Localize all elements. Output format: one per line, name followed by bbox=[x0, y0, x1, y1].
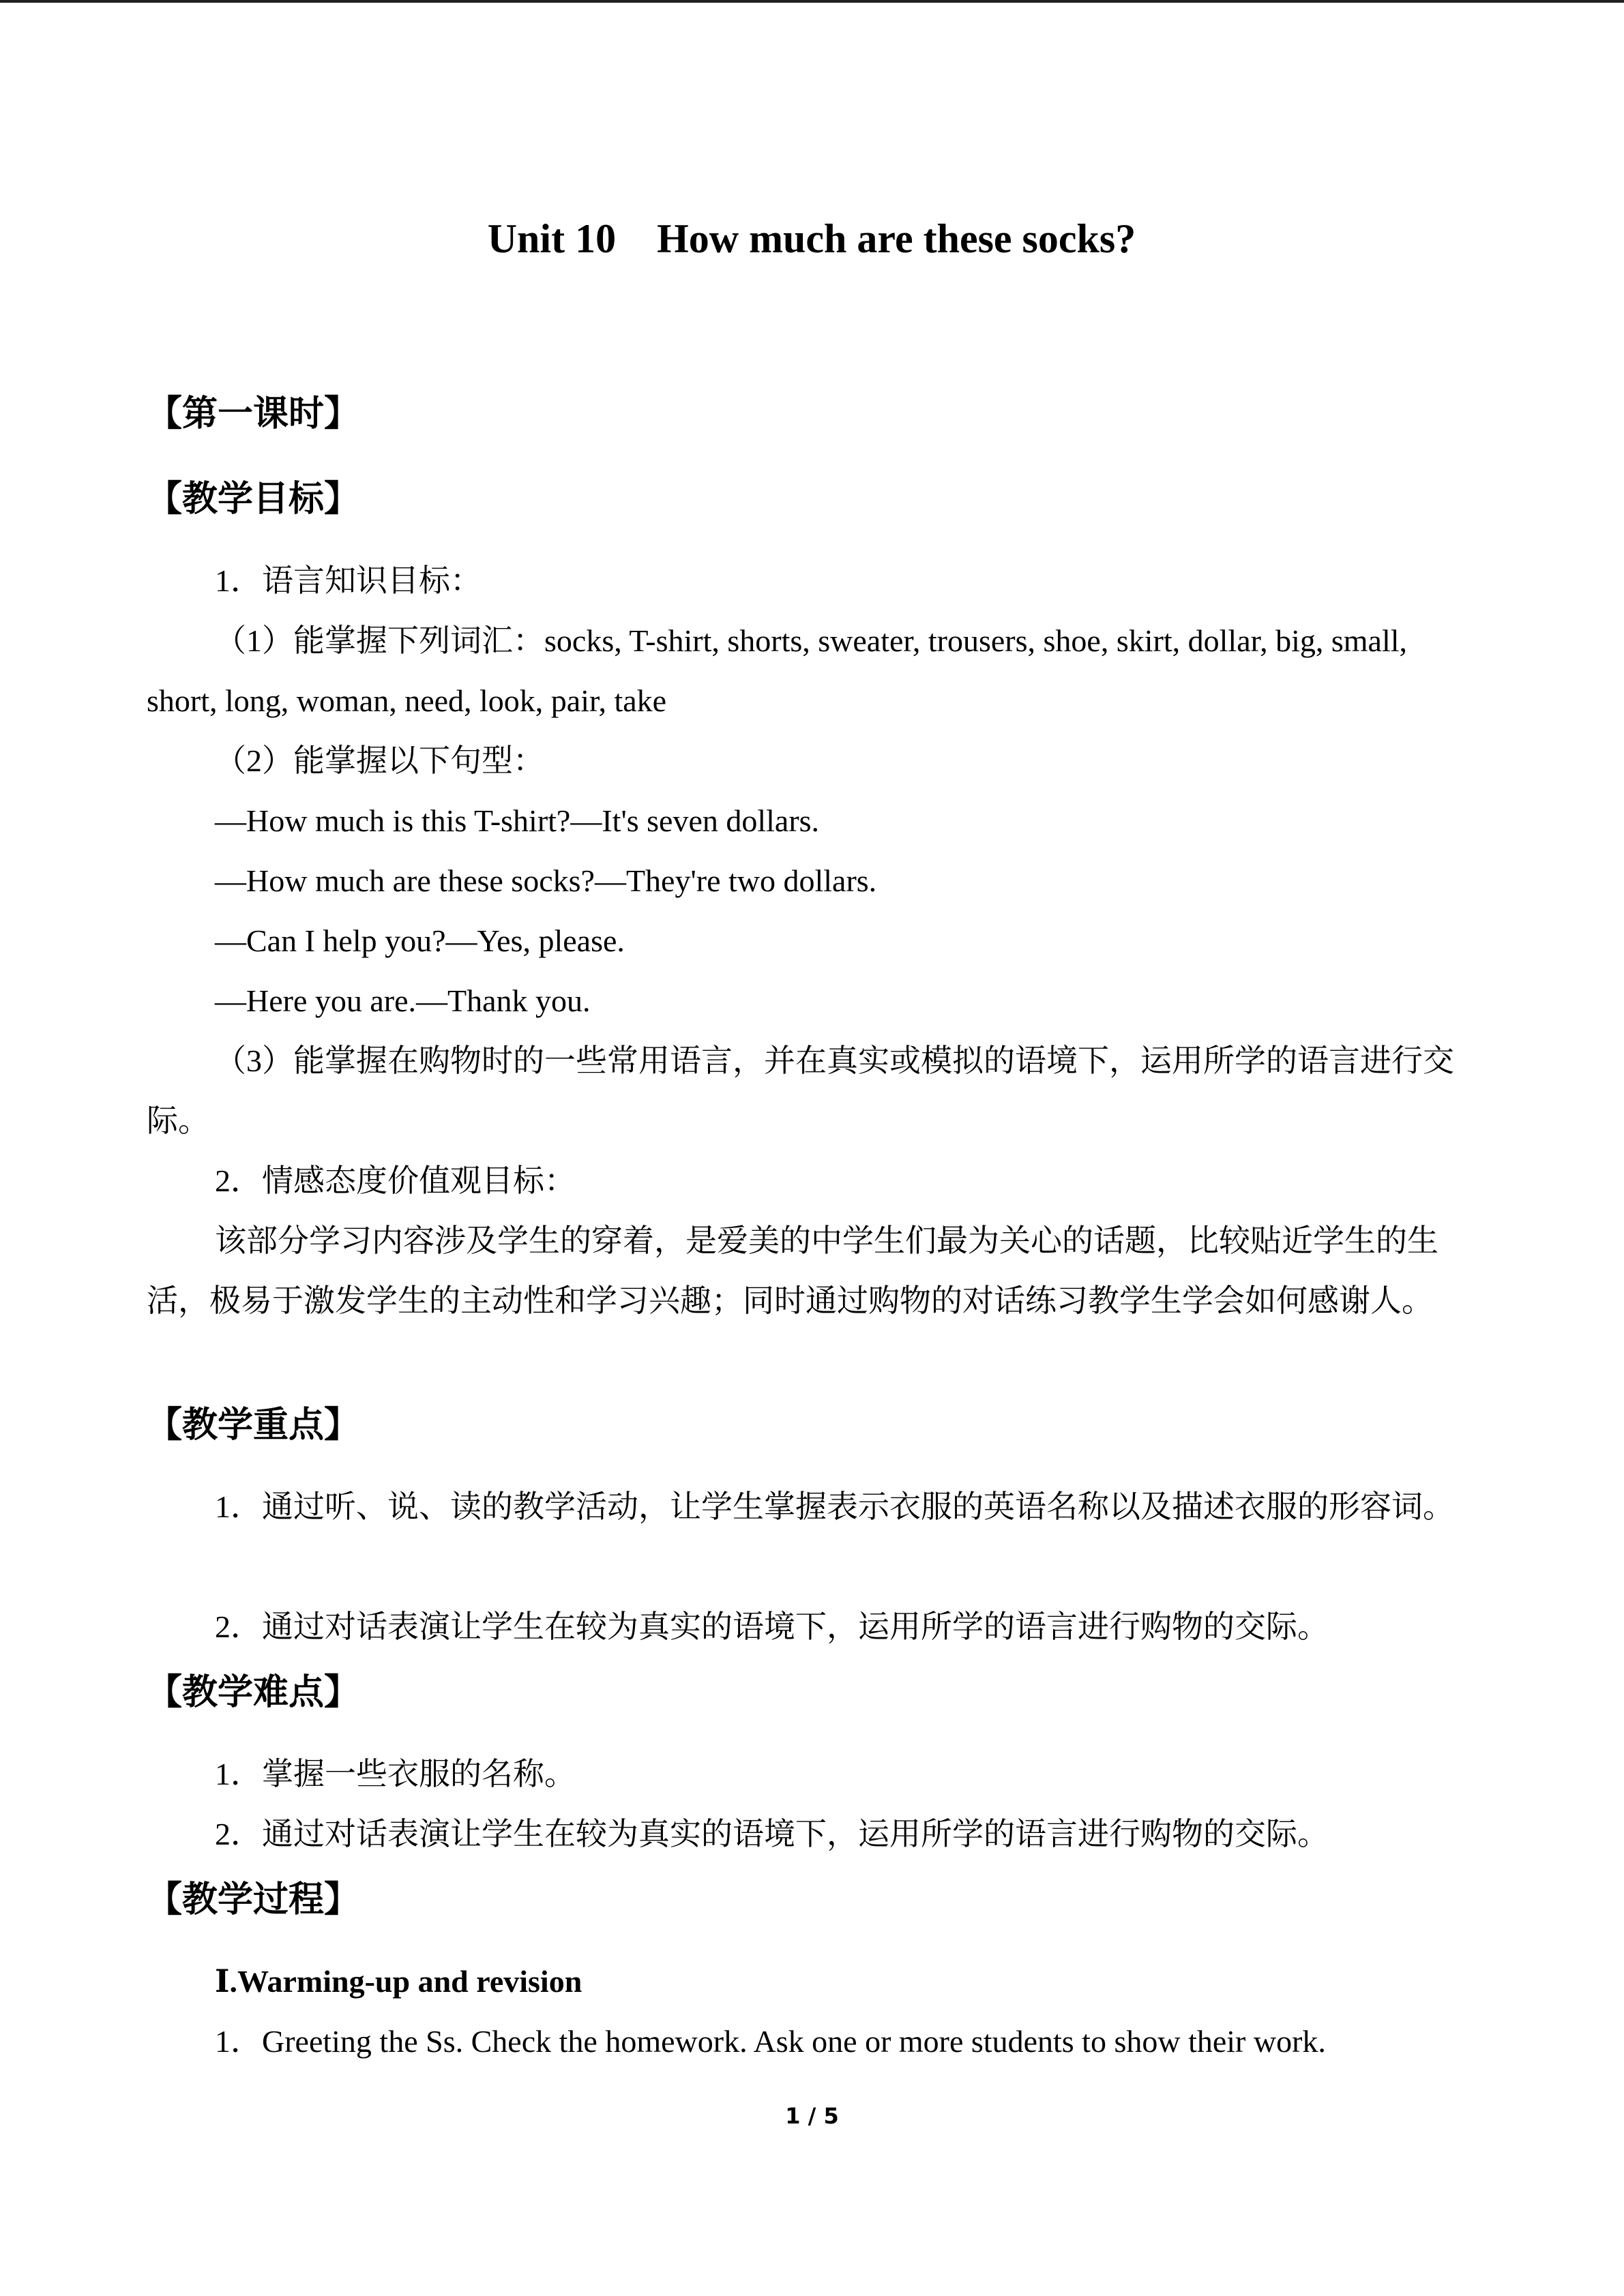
objective-1-communication: （3）能掌握在购物时的一些常用语言，并在真实或模拟的语境下，运用所学的语言进行交际。 bbox=[147, 1043, 1454, 1138]
section-warming-up: Ⅰ.Warming-up and revision bbox=[215, 1964, 582, 1999]
dialog-line-4: —Here you are.—Thank you. bbox=[215, 983, 591, 1018]
key-point-1: 1．通过听、说、读的教学活动，让学生掌握表示衣服的英语名称以及描述衣服的形容词。 bbox=[215, 1489, 1454, 1524]
objective-1-title: 1．语言知识目标： bbox=[215, 563, 482, 598]
heading-key-points: 【教学重点】 bbox=[147, 1405, 360, 1446]
process-step-1: 1．Greeting the Ss. Check the homework. Ask one or more students to show their work. bbox=[215, 2024, 1326, 2059]
page-number: 1 / 5 bbox=[785, 2103, 839, 2129]
difficult-point-2: 2．通过对话表演让学生在较为真实的语境下，运用所学的语言进行购物的交际。 bbox=[215, 1817, 1329, 1851]
objective-2-title: 2．情感态度价值观目标： bbox=[215, 1163, 576, 1198]
objective-1-sentences: （2）能掌握以下句型： bbox=[215, 743, 544, 778]
dialog-line-3: —Can I help you?—Yes, please. bbox=[215, 923, 625, 958]
key-point-2: 2．通过对话表演让学生在较为真实的语境下，运用所学的语言进行购物的交际。 bbox=[215, 1609, 1329, 1644]
page-top-border bbox=[0, 0, 1624, 3]
dialog-line-1: —How much is this T-shirt?—It's seven dollars. bbox=[215, 803, 820, 838]
document-title: Unit 10 How much are these socks? bbox=[487, 216, 1136, 261]
heading-difficult-points: 【教学难点】 bbox=[147, 1672, 360, 1713]
heading-objectives: 【教学目标】 bbox=[147, 479, 360, 520]
heading-teaching-process: 【教学过程】 bbox=[147, 1879, 360, 1920]
difficult-point-1: 1．掌握一些衣服的名称。 bbox=[215, 1757, 576, 1791]
dialog-line-2: —How much are these socks?—They're two dollars. bbox=[215, 863, 877, 898]
objective-1-vocabulary: （1）能掌握下列词汇：socks, T-shirt, shorts, sweater, trousers, shoe, skirt, dollar, big, small, short, long, woman, need, look, pair, take bbox=[147, 623, 1408, 718]
objective-2-text: 该部分学习内容涉及学生的穿着，是爱美的中学生们最为关心的话题，比较贴近学生的生活，极易于激发学生的主动性和学习兴趣；同时通过购物的对话练习教学生学会如何感谢人。 bbox=[147, 1223, 1438, 1318]
heading-lesson: 【第一课时】 bbox=[147, 393, 360, 434]
